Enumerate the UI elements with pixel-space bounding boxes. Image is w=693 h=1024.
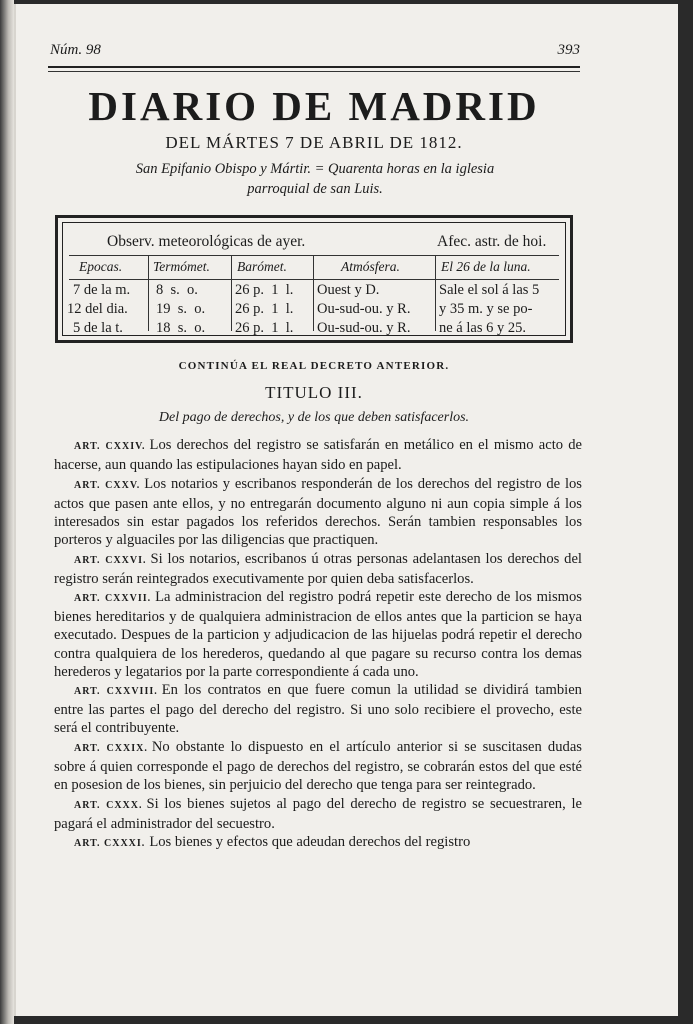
- article-label: ART. CXXVIII.: [74, 686, 158, 698]
- astro-title: Afec. astr. de hoi.: [437, 233, 547, 250]
- cell-termometro: 18 s. o.: [156, 320, 206, 336]
- cell-termometro: 19 s. o.: [156, 301, 206, 317]
- article: [54, 795, 582, 833]
- cell-luna: ne á las 6 y 25.: [439, 320, 526, 336]
- section-subtitle: Del pago de derechos, y de los que deben satisfacerlos.: [158, 410, 470, 425]
- col-divider: [231, 255, 232, 331]
- col-divider: [313, 255, 314, 331]
- header-rule: [48, 66, 580, 68]
- weather-divider: [69, 255, 559, 256]
- col-header-luna: El 26 de la luna.: [441, 259, 531, 274]
- col-divider: [148, 255, 149, 331]
- header-rule-thin: [48, 71, 580, 72]
- page-edge: [0, 0, 14, 1024]
- article-text: Si los bienes sujetos al pago del derecho de registro se secuestraren, le pagará el administrador del secuestro.: [54, 795, 583, 832]
- issue-number: Núm. 98: [50, 42, 101, 58]
- saint-line-1: San Epifanio Obispo y Mártir. = Quarenta horas en la iglesia: [135, 161, 495, 177]
- cell-barometro: 26 p. 1 l.: [235, 320, 294, 336]
- saint-of-day: [70, 159, 560, 199]
- article-text: No obstante lo dispuesto en el artículo anterior si se suscitasen dudas sobre á quien corresponde el pago de derechos del registro, se cobrarán estos del que esté en posesion de los bienes, sin perjuicio del derecho que tenga para ser reintegrado.: [54, 739, 582, 794]
- cell-atmosfera: Ou-sud-ou. y R.: [317, 320, 411, 336]
- article: [54, 588, 582, 680]
- cell-termometro: 8 s. o.: [156, 282, 198, 298]
- masthead-title: DIARIO DE MADRID: [88, 83, 540, 129]
- article-text: Si los notarios, escribanos ú otras personas adelantasen los derechos del registro serán reintegrados executivamente por quien deba satisfacerlos.: [54, 550, 582, 587]
- cell-barometro: 26 p. 1 l.: [235, 301, 294, 317]
- cell-luna: Sale el sol á las 5: [439, 282, 540, 298]
- article-label: ART. CXXVI.: [74, 554, 147, 566]
- page-header: [50, 42, 580, 62]
- weather-title: Observ. meteorológicas de ayer.: [107, 233, 306, 250]
- col-header-termometro: Termómet.: [153, 259, 210, 274]
- article: [54, 475, 582, 549]
- cell-atmosfera: Ou-sud-ou. y R.: [317, 301, 411, 317]
- article-text: La administracion del registro podrá repetir este derecho de los mismos bienes hereditarios y de qualquiera administracion de ellos antes que la particion se haya executado. Despues de la particion y adjudicacion de las hijuelas podrá repetir el derecho contra qualquiera de los herederos, quedando al que pagare su recurso contra los demas herederos y legatarios por la parte correspondiente á cada uno.: [54, 589, 582, 680]
- cell-epoca: 5 de la t.: [73, 320, 123, 336]
- article-label: ART. CXXXI.: [74, 838, 146, 850]
- cell-epoca: 12 del dia.: [67, 301, 128, 317]
- weather-table-inner: [62, 222, 566, 336]
- article: [54, 833, 582, 853]
- weather-table: [55, 215, 573, 343]
- article-text: En los contratos en que fuere comun la utilidad se dividirá tambien entre las partes el pago del derecho del registro. Si uno solo recibiere el provecho, este será el contribuyente.: [54, 682, 582, 737]
- saint-line-2: parroquial de san Luis.: [247, 181, 383, 197]
- col-header-barometro: Barómet.: [237, 259, 287, 274]
- article: [54, 436, 582, 474]
- article: [54, 681, 582, 737]
- section-title: TITULO III.: [265, 383, 363, 402]
- article-label: ART. CXXVII.: [74, 593, 152, 605]
- cell-luna: y 35 m. y se po-: [439, 301, 533, 317]
- page-number: 393: [557, 42, 580, 58]
- cell-barometro: 26 p. 1 l.: [235, 282, 294, 298]
- section-continues: CONTINÚA EL REAL DECRETO ANTERIOR.: [178, 360, 450, 372]
- article-text: Los derechos del registro se satisfarán en metálico en el mismo acto de hacerse, aun quando las estipulaciones hayan sido en papel.: [54, 437, 583, 474]
- articles-body: [54, 436, 582, 854]
- article-label: ART. CXXIV.: [74, 441, 146, 452]
- col-divider: [435, 255, 436, 331]
- article-label: ART. CXXV.: [74, 479, 141, 491]
- article-text: Los bienes y efectos que adeudan derechos del registro: [149, 834, 471, 851]
- masthead-date: DEL MÁRTES 7 DE ABRIL DE 1812.: [165, 133, 463, 152]
- col-header-atmosfera: Atmósfera.: [341, 259, 400, 274]
- article: [54, 550, 582, 588]
- col-header-epocas: Epocas.: [79, 259, 123, 274]
- article-label: ART. CXXX.: [74, 799, 143, 811]
- cell-atmosfera: Ouest y D.: [317, 282, 380, 298]
- article-text: Los notarios y escribanos responderán de los derechos del registro de los actos que pasen ante ellos, y no entregarán documento alguno ni aun copia simple á los interesados sin estar pagados los referidos derechos. Serán tambien responsables los porteros y alguaciles por las diligencias que practiquen.: [54, 475, 582, 548]
- article: [54, 738, 582, 794]
- cell-epoca: 7 de la m.: [73, 282, 131, 298]
- article-label: ART. CXXIX.: [74, 743, 148, 754]
- weather-divider-2: [69, 279, 559, 280]
